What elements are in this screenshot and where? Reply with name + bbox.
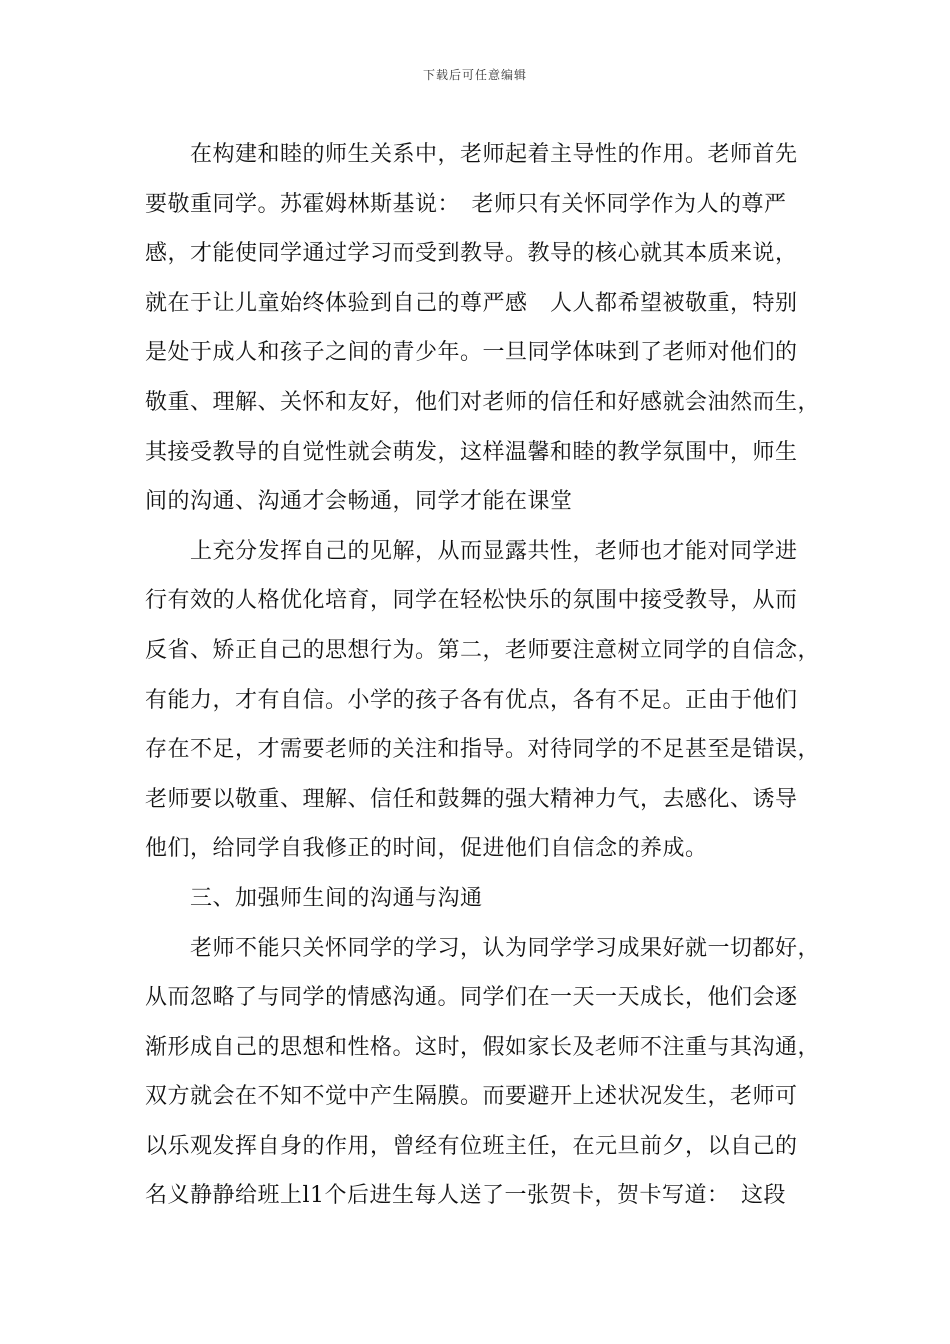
text-line: 在构建和睦的师生关系中，老师起着主导性的作用。老师首先 [190,142,798,167]
text-line: 双方就会在不知不觉中产生隔膜。而要避开上述状况发生，老师可 [145,1084,798,1110]
text-line: 渐形成自己的思想和性格。这时，假如家长及老师不注重与其沟通， [145,1034,821,1060]
section-heading: 三、加强师生间的沟通与沟通 [190,885,483,911]
text-line: 就在于让儿童始终体验到自己的尊严感 人人都希望被敬重，特别 [145,290,798,316]
text-line: 是处于成人和孩子之间的青少年。一旦同学体味到了老师对他们的 [145,340,798,366]
page-header: 下载后可任意编辑 [422,68,527,82]
text-line: 敬重、理解、关怀和友好，他们对老师的信任和好感就会油然而生， [145,389,821,415]
text-line: 老师要以敬重、理解、信任和鼓舞的强大精神力气，去感化、诱导 [145,786,798,812]
text-line: 从而忽略了与同学的情感沟通。同学们在一天一天成长，他们会逐 [145,985,798,1011]
text-line: 要敬重同学。苏霍姆林斯基说： 老师只有关怀同学作为人的尊严 [145,191,787,217]
text-line: 上充分发挥自己的见解，从而显露共性，老师也才能对同学进 [190,538,798,564]
text-line: 感，才能使同学通过学习而受到教导。教导的核心就其本质来说， [145,241,798,267]
document-body [145,130,825,1221]
text-line: 间的沟通、沟通才会畅通，同学才能在课堂 [145,489,573,515]
text-line: 存在不足，才需要老师的关注和指导。对待同学的不足甚至是错误， [145,737,821,763]
text-line: 以乐观发挥自身的作用，曾经有位班主任，在元旦前夕，以自己的 [145,1133,798,1159]
text-line: 老师不能只关怀同学的学习，认为同学学习成果好就一切都好， [190,935,821,961]
text-line: 反省、矫正自己的思想行为。第二，老师要注意树立同学的自信念， [145,637,821,663]
text-line: 行有效的人格优化培育，同学在轻松快乐的氛围中接受教导，从而 [145,588,798,614]
text-line: 他们，给同学自我修正的时间，促进他们自信念的养成。 [145,836,708,862]
text-line: 名义静静给班上l1个后进生每人送了一张贺卡，贺卡写道： 这段 [145,1183,787,1209]
text-line: 其接受教导的自觉性就会萌发，这样温馨和睦的教学氛围中，师生 [145,439,798,465]
text-line: 有能力，才有自信。小学的孩子各有优点，各有不足。正由于他们 [145,687,798,713]
